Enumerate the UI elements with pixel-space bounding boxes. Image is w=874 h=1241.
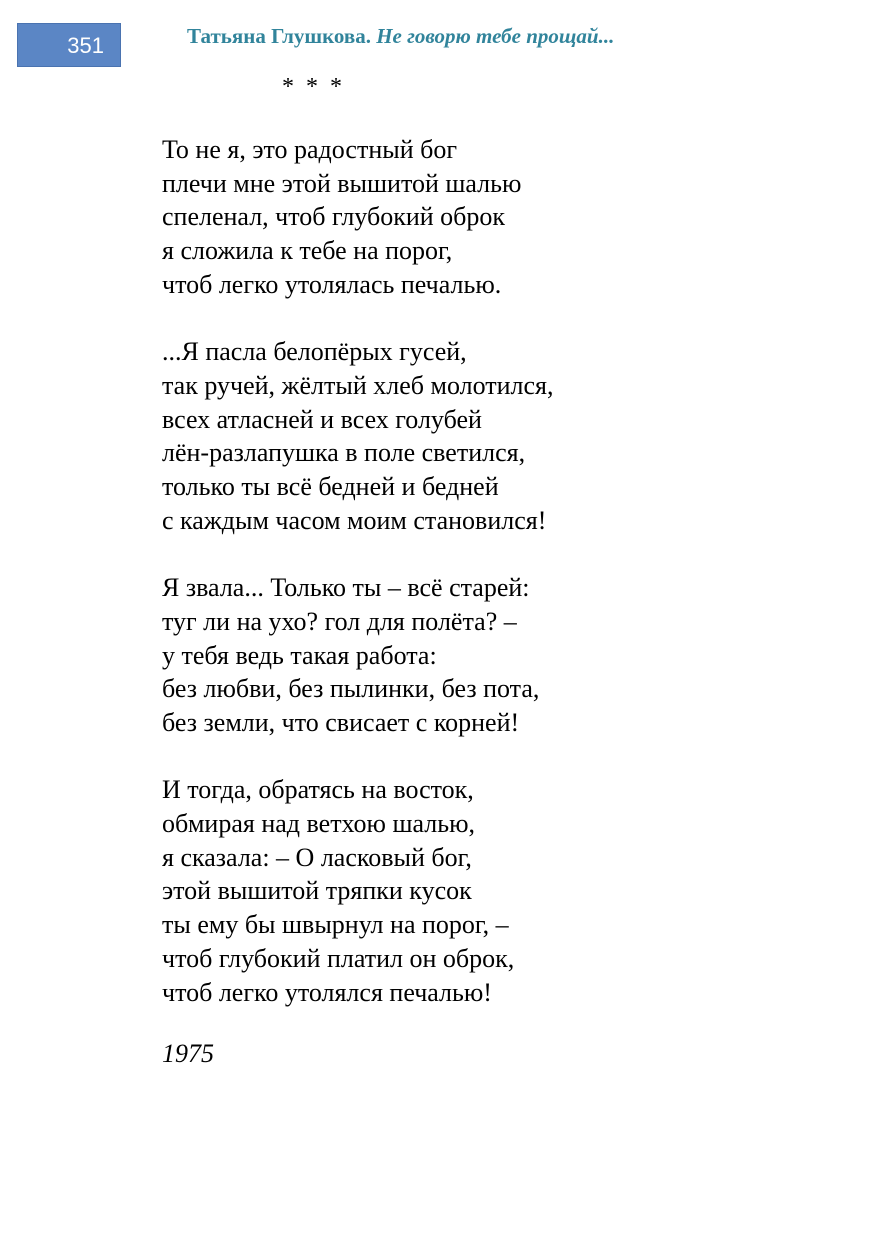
poem-line: с каждым часом моим становился!	[162, 505, 547, 535]
poem-line: спеленал, чтоб глубокий оброк	[162, 202, 506, 232]
stanza	[162, 571, 554, 740]
author-name: Татьяна Глушкова.	[187, 24, 371, 48]
poem-line: туг ли на ухо? гол для полёта? –	[162, 606, 517, 636]
poem-line: И тогда, обратясь на восток,	[162, 775, 474, 805]
poem-line: всех атласней и всех голубей	[162, 404, 482, 434]
poem-line: чтоб глубокий платил он оброк,	[162, 943, 515, 973]
stanza	[162, 335, 554, 537]
page-number-badge: 351	[17, 23, 121, 67]
poem-line: я сложила к тебе на порог,	[162, 236, 453, 266]
poem-line: ты ему бы швырнул на порог, –	[162, 910, 509, 940]
poem-line: ...Я пасла белопёрых гусей,	[162, 337, 467, 367]
poem-line: я сказала: – О ласковый бог,	[162, 842, 472, 872]
poem-line: лён-разлапушка в поле светился,	[162, 438, 526, 468]
running-header	[187, 24, 614, 49]
poem-line: так ручей, жёлтый хлеб молотился,	[162, 370, 554, 400]
stanza	[162, 773, 554, 1009]
poem-line: обмирая над ветхою шалью,	[162, 809, 476, 839]
poem-line: у тебя ведь такая работа:	[162, 640, 437, 670]
book-title: Не говорю тебе прощай...	[376, 24, 615, 48]
poem-line: Я звала... Только ты – всё старей:	[162, 573, 530, 603]
poem-line: только ты всё бедней и бедней	[162, 472, 499, 502]
poem-line: чтоб легко утолялась печалью.	[162, 269, 502, 299]
poem-year: 1975	[162, 1039, 214, 1068]
poem-separator: * * *	[282, 74, 345, 100]
stanza	[162, 133, 554, 302]
poem-line: без любви, без пылинки, без пота,	[162, 674, 540, 704]
poem-line: То не я, это радостный бог	[162, 135, 458, 164]
poem-body	[162, 133, 554, 1043]
poem-line: чтоб легко утолялся печалью!	[162, 977, 492, 1007]
poem-line: без земли, что свисает с корней!	[162, 707, 520, 737]
poem-line: плечи мне этой вышитой шалью	[162, 168, 522, 198]
poem-line: этой вышитой тряпки кусок	[162, 876, 472, 906]
